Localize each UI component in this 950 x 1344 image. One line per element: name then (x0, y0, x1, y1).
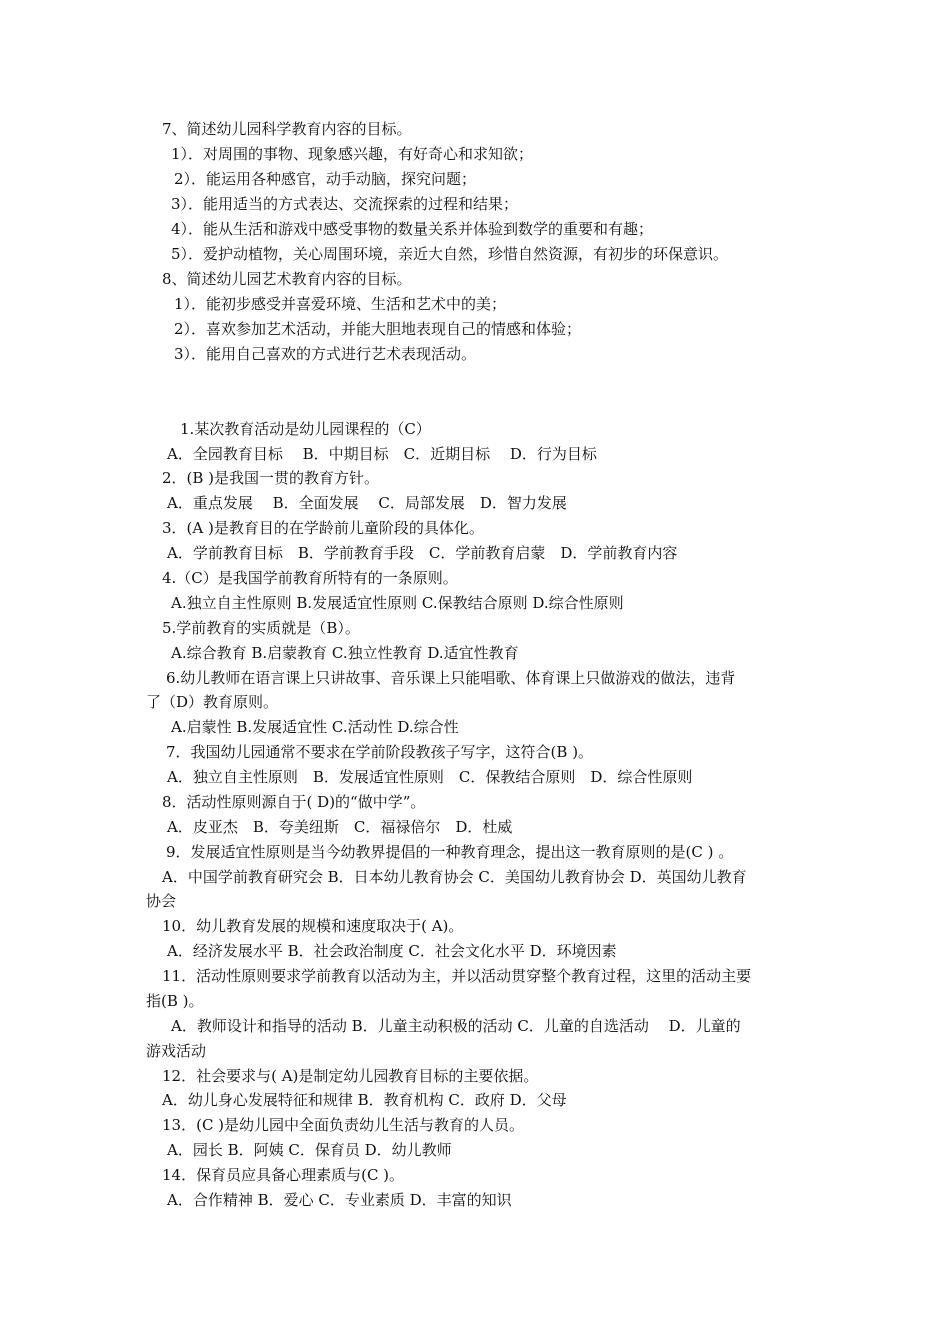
mc-question: 14．保育员应具备心理素质与(C )。 (162, 1166, 405, 1184)
mc-question: 1.某次教育活动是幼儿园课程的（C） (180, 420, 431, 438)
mc-question: 3．(A )是教育目的在学龄前儿童阶段的具体化。 (162, 519, 484, 537)
question-heading: 8、简述幼儿园艺术教育内容的目标。 (162, 270, 412, 288)
mc-question: 11．活动性原则要求学前教育以活动为主，并以活动贯穿整个教育过程，这里的活动主要 (162, 967, 752, 985)
mc-question: 5.学前教育的实质就是（B）。 (162, 619, 360, 637)
mc-question: 12．社会要求与( A)是制定幼儿园教育目标的主要依据。 (162, 1067, 539, 1085)
mc-question-continued: 指(B )。 (146, 992, 204, 1010)
mc-options: A．园长 B．阿姨 C．保育员 D．幼儿教师 (167, 1141, 452, 1159)
mc-question: 13．(C )是幼儿园中全面负责幼儿生活与教育的人员。 (162, 1116, 525, 1134)
mc-options: A．皮亚杰 B．夸美纽斯 C．福禄倍尔 D．杜威 (167, 818, 513, 836)
mc-question: 6.幼儿教师在语言课上只讲故事、音乐课上只能唱歌、体育课上只做游戏的做法，违背 (166, 669, 736, 687)
mc-options-continued: 协会 (146, 892, 177, 910)
mc-options: A．教师设计和指导的活动 B．儿童主动积极的活动 C．儿童的自选活动 D．儿童的 (171, 1017, 741, 1035)
mc-options: A.综合教育 B.启蒙教育 C.独立性教育 D.适宜性教育 (171, 644, 519, 662)
mc-options: A．经济发展水平 B．社会政治制度 C．社会文化水平 D．环境因素 (167, 942, 617, 960)
mc-question: 7．我国幼儿园通常不要求在学前阶段教孩子写字，这符合(B )。 (166, 743, 594, 761)
mc-question-continued: 了（D）教育原则。 (146, 693, 279, 711)
mc-options: A.独立自主性原则 B.发展适宜性原则 C.保教结合原则 D.综合性原则 (171, 594, 624, 612)
answer-item: 3）．能用自己喜欢的方式进行艺术表现活动。 (174, 345, 477, 363)
mc-options: A．中国学前教育研究会 B．日本幼儿教育协会 C．美国幼儿教育协会 D．英国幼儿教育 (162, 868, 747, 886)
mc-options: A．学前教育目标 B．学前教育手段 C．学前教育启蒙 D．学前教育内容 (167, 544, 678, 562)
answer-item: 2）．能运用各种感官，动手动脑，探究问题； (174, 170, 477, 188)
mc-options: A.启蒙性 B.发展适宜性 C.活动性 D.综合性 (171, 718, 459, 736)
answer-item: 1）．能初步感受并喜爱环境、生活和艺术中的美； (174, 295, 507, 313)
mc-options: A．独立自主性原则 B．发展适宜性原则 C．保教结合原则 D．综合性原则 (167, 768, 693, 786)
question-heading: 7、简述幼儿园科学教育内容的目标。 (162, 120, 412, 138)
mc-question: 4.（C）是我国学前教育所特有的一条原则。 (162, 569, 458, 587)
mc-question: 8．活动性原则源自于( D)的“做中学”。 (162, 793, 426, 811)
answer-item: 2）．喜欢参加艺术活动，并能大胆地表现自己的情感和体验； (174, 320, 582, 338)
mc-options: A．全园教育目标 B．中期目标 C．近期目标 D．行为目标 (167, 445, 597, 463)
mc-question: 9．发展适宜性原则是当今幼教界提倡的一种教育理念，提出这一教育原则的是(C ) 。 (166, 843, 734, 861)
mc-options: A．重点发展 B．全面发展 C．局部发展 D．智力发展 (167, 494, 567, 512)
mc-question: 10．幼儿教育发展的规模和速度取决于( A)。 (162, 917, 464, 935)
mc-question: 2．(B )是我国一贯的教育方针。 (162, 469, 380, 487)
answer-item: 1）．对周围的事物、现象感兴趣，有好奇心和求知欲； (171, 145, 534, 163)
answer-item: 4）．能从生活和游戏中感受事物的数量关系并体验到数学的重要和有趣； (171, 220, 654, 238)
mc-options-continued: 游戏活动 (146, 1042, 207, 1060)
answer-item: 3）．能用适当的方式表达、交流探索的过程和结果； (171, 195, 519, 213)
mc-options: A．合作精神 B．爱心 C．专业素质 D．丰富的知识 (167, 1191, 512, 1209)
answer-item: 5）．爱护动植物，关心周围环境，亲近大自然，珍惜自然资源，有初步的环保意识。 (171, 245, 729, 263)
mc-options: A．幼儿身心发展特征和规律 B．教育机构 C．政府 D．父母 (162, 1091, 567, 1109)
